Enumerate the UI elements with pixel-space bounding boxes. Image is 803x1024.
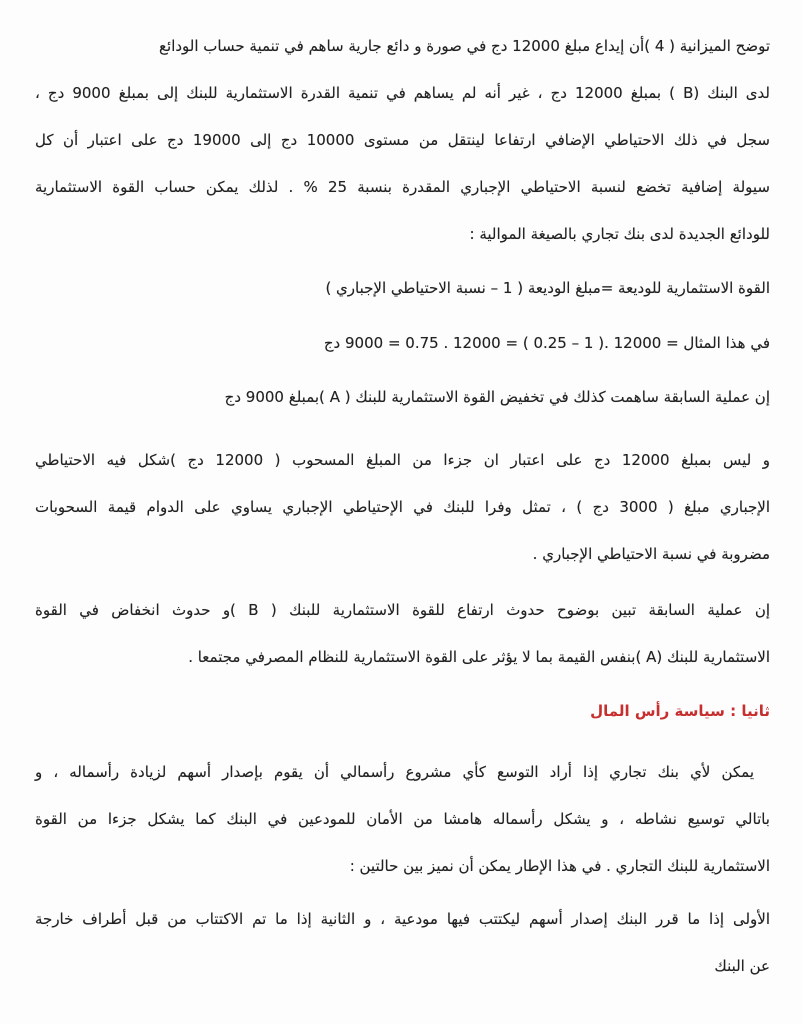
note-bank-a-line: إن عملية السابقة ساهمت كذلك في تخفيض القوة الاستثمارية للبنك ( A )بمبلغ 9000 دج [224,388,770,406]
paragraph-two-cases [35,896,770,990]
two-cases-line-2: عن البنك [714,957,770,975]
formula-line: القوة الاستثمارية للوديعة =مبلغ الوديعة ( 1 – نسبة الاحتياطي الإجباري ) [325,279,770,297]
investment-power-formula [35,265,770,312]
paragraph-conclusion [35,587,770,681]
example-calculation-line: في هذا المثال = 12000 .( 1 – 0.25 ) = 12000 . 0.75 = 9000 دج [323,334,770,352]
section-heading-capital-policy [35,688,770,735]
capital-policy-heading-text: ثانيا : سياسة رأس المال [590,702,770,720]
balance-analysis-line-3: سجل في ذلك الاحتياطي الإضافي ارتفاعا لينتقل من مستوى 10000 دج إلى 19000 دج على اعتبار أن كل [35,131,770,149]
two-cases-line-1: الأولى إذا ما قرر البنك إصدار أسهم ليكتتب فيها مودعية ، و الثانية إذا ما تم الاكتتاب من قبل أطراف خارجة [35,910,770,928]
conclusion-line-2: الاستثمارية للبنك (A )بنفس القيمة بما لا يؤثر على القوة الاستثمارية للنظام المصرفي مجتمعا . [188,648,770,666]
balance-analysis-line-1: توضح الميزانية ( 4 )أن إيداع مبلغ 12000 دج في صورة و دائع جارية ساهم في تنمية حساب الودائع [159,37,770,55]
capital-policy-line-1: يمكن لأي بنك تجاري إذا أراد التوسع كأي مشروع رأسمالي أن يقوم بإصدار أسهم لزيادة رأسماله ، و [35,763,754,781]
paragraph-reserve-explanation [35,437,770,578]
conclusion-line-1: إن عملية السابقة تبين بوضوح حدوث ارتفاع للقوة الاستثمارية للبنك ( B )و حدوث انخفاض في القوة [35,601,770,619]
paragraph-capital-policy [35,749,770,890]
capital-policy-line-2: باتالي توسيع نشاطه ، و يشكل رأسماله هامشا من الأمان للمودعين في البنك كما يشكل جزءا من القوة [35,810,770,828]
reserve-explanation-line-3: مضروبة في نسبة الاحتياطي الإجباري . [532,545,770,563]
reserve-explanation-line-1: و ليس بمبلغ 12000 دج على اعتبار ان جزءا من المبلغ المسحوب ( 12000 دج )شكل فيه الاحتياطي [35,451,771,469]
example-calculation [35,320,770,367]
balance-analysis-line-4: سيولة إضافية تخضع لنسبة الاحتياطي الإجباري المقدرة بنسبة 25 % . لذلك يمكن حساب القوة الاستثمارية [35,178,770,196]
reserve-explanation-line-2: الإجباري مبلغ ( 3000 دج ) ، تمثل وفرا للبنك في الإحتياطي الإجباري يساوي على الدوام قيمة السحوبات [35,498,770,516]
balance-analysis-line-2: لدى البنك (B ) بمبلغ 12000 دج ، غير أنه لم يساهم في تنمية القدرة الاستثمارية للبنك إلى بمبلغ 9000 دج ، [35,84,770,102]
balance-analysis-line-5: للودائع الجديدة لدى بنك تجاري بالصيغة الموالية : [469,225,770,243]
capital-policy-line-3: الاستثمارية للبنك التجاري . في هذا الإطار يمكن أن نميز بين حالتين : [349,857,770,875]
paragraph-balance-analysis [35,23,770,258]
note-bank-a [35,374,770,421]
